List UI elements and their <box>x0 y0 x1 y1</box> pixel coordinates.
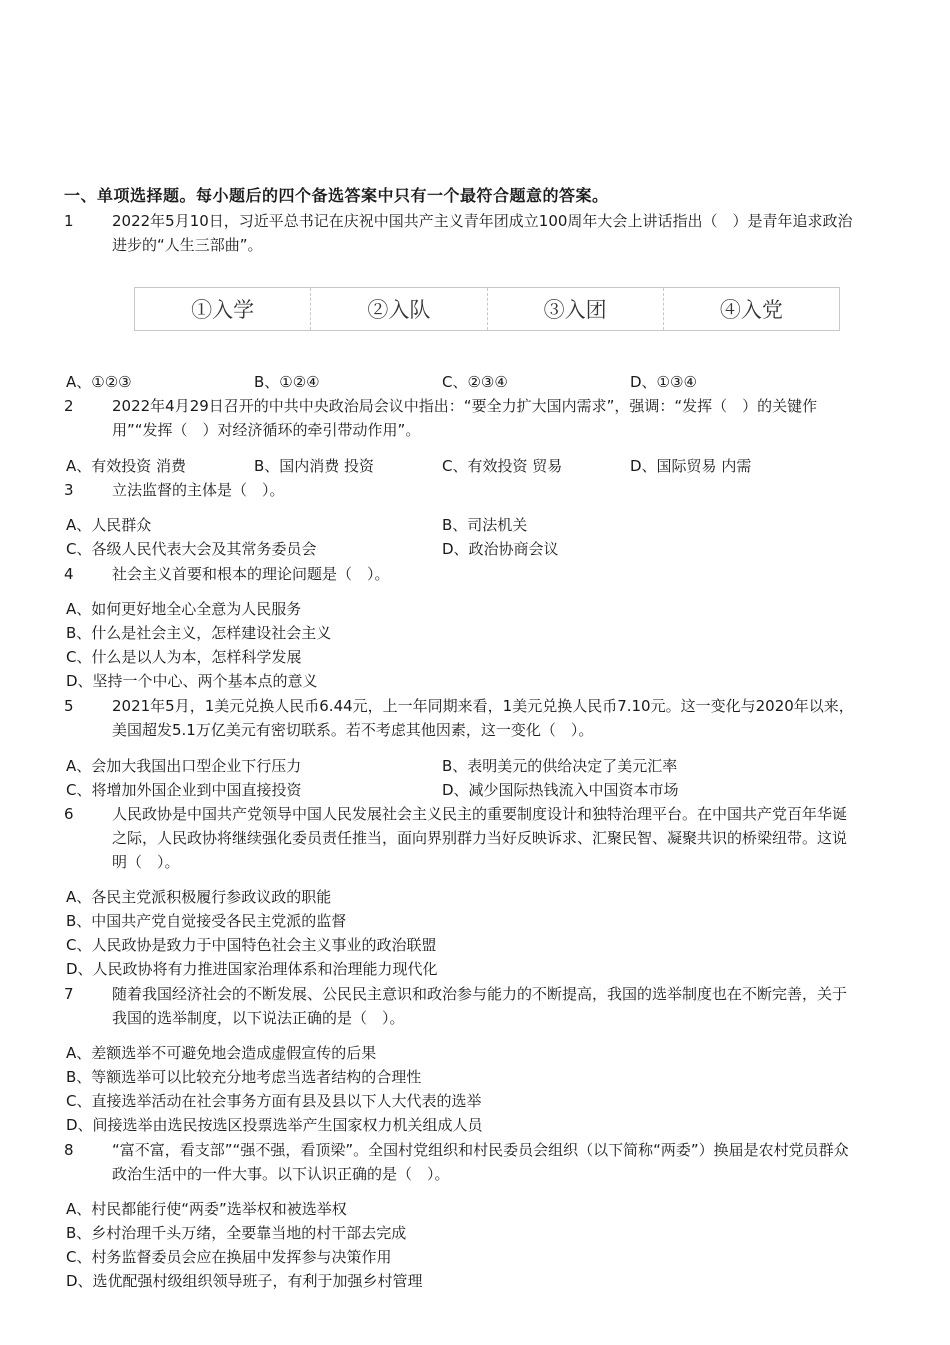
option-c: C、直接选举活动在社会事务方面有县及县以下人大代表的选举 <box>66 1092 482 1110</box>
option-a: A、各民主党派积极履行参政议政的职能 <box>66 888 332 906</box>
option-a: A、①②③ <box>66 373 132 391</box>
option-a: A、差额选举不可避免地会造成虚假宣传的后果 <box>66 1044 377 1062</box>
question-number: 5 <box>64 697 74 715</box>
section-title: 一、单项选择题。每小题后的四个备选答案中只有一个最符合题意的答案。 <box>64 186 609 205</box>
question-stem: 2021年5月，1美元兑换人民币6.44元，上一年同期来看，1美元兑换人民币7.10元。这一变化与2020年以来，美国超发5.1万亿美元有密切联系。若不考虑其他因素，这一变化（ ）。 <box>112 697 854 739</box>
table-cell: ④入党 <box>719 298 783 322</box>
question-stem: 立法监督的主体是（ ）。 <box>112 481 285 499</box>
option-c: C、人民政协是致力于中国特色社会主义事业的政治联盟 <box>66 936 437 954</box>
option-b: B、司法机关 <box>442 516 528 534</box>
option-d: D、选优配强村级组织领导班子，有利于加强乡村管理 <box>66 1272 423 1290</box>
option-d: D、政治协商会议 <box>442 540 559 558</box>
option-b: B、表明美元的供给决定了美元汇率 <box>442 757 678 775</box>
option-c: C、有效投资 贸易 <box>442 457 563 475</box>
option-c: C、各级人民代表大会及其常务委员会 <box>66 540 317 558</box>
option-d: D、①③④ <box>630 373 697 391</box>
option-d: D、减少国际热钱流入中国资本市场 <box>442 781 679 799</box>
question-stem: 2022年5月10日，习近平总书记在庆祝中国共产主义青年团成立100周年大会上讲话指出（ ）是青年追求政治进步的“人生三部曲”。 <box>112 212 853 254</box>
option-a: A、会加大我国出口型企业下行压力 <box>66 757 302 775</box>
question-stem: 人民政协是中国共产党领导中国人民发展社会主义民主的重要制度设计和独特治理平台。在中国共产党百年华诞之际，人民政协将继续强化委员责任推当，面向界别群力当好反映诉求、汇聚民智、凝聚共识的桥梁纽带。这说明（ ）。 <box>112 805 848 871</box>
option-b: B、国内消费 投资 <box>254 457 375 475</box>
option-c: C、村务监督委员会应在换届中发挥参与决策作用 <box>66 1248 392 1266</box>
sequence-table <box>134 287 840 331</box>
question-number: 3 <box>64 481 74 499</box>
question-number: 2 <box>64 397 74 415</box>
option-a: A、如何更好地全心全意为人民服务 <box>66 600 302 618</box>
option-b: B、什么是社会主义，怎样建设社会主义 <box>66 624 332 642</box>
option-d: D、国际贸易 内需 <box>630 457 752 475</box>
option-b: B、等额选举可以比较充分地考虑当选者结构的合理性 <box>66 1068 422 1086</box>
question-number: 1 <box>64 212 74 230</box>
option-b: B、①②④ <box>254 373 320 391</box>
option-c: C、将增加外国企业到中国直接投资 <box>66 781 302 799</box>
option-c: C、②③④ <box>442 373 508 391</box>
option-d: D、人民政协将有力推进国家治理体系和治理能力现代化 <box>66 960 438 978</box>
question-number: 7 <box>64 985 74 1003</box>
option-b: B、乡村治理千头万绪，全要靠当地的村干部去完成 <box>66 1224 407 1242</box>
option-a: A、人民群众 <box>66 516 152 534</box>
question-number: 8 <box>64 1141 74 1159</box>
table-cell: ②入队 <box>311 288 487 330</box>
option-a: A、有效投资 消费 <box>66 457 187 475</box>
question-number: 4 <box>64 565 74 583</box>
option-d: D、间接选举由选民按选区投票选举产生国家权力机关组成人员 <box>66 1116 483 1134</box>
table-cell: ①入学 <box>135 288 311 330</box>
question-stem: “富不富，看支部”“强不强，看顶梁”。全国村党组织和村民委员会组织（以下简称“两委”）换届是农村党员群众政治生活中的一件大事。以下认识正确的是（ ）。 <box>112 1141 849 1183</box>
option-d: D、坚持一个中心、两个基本点的意义 <box>66 672 318 690</box>
question-stem: 2022年4月29日召开的中共中央政治局会议中指出：“要全力扩大国内需求”，强调：“发挥（ ）的关键作用”“发挥（ ）对经济循环的牵引带动作用”。 <box>112 397 818 439</box>
option-c: C、什么是以人为本，怎样科学发展 <box>66 648 302 666</box>
option-b: B、中国共产党自觉接受各民主党派的监督 <box>66 912 347 930</box>
question-stem: 随着我国经济社会的不断发展、公民民主意识和政治参与能力的不断提高，我国的选举制度也在不断完善，关于我国的选举制度，以下说法正确的是（ ）。 <box>112 985 848 1027</box>
option-a: A、村民都能行使“两委”选举权和被选举权 <box>66 1200 347 1218</box>
table-cell: ③入团 <box>488 288 664 330</box>
question-number: 6 <box>64 805 74 823</box>
question-stem: 社会主义首要和根本的理论问题是（ ）。 <box>112 565 390 583</box>
